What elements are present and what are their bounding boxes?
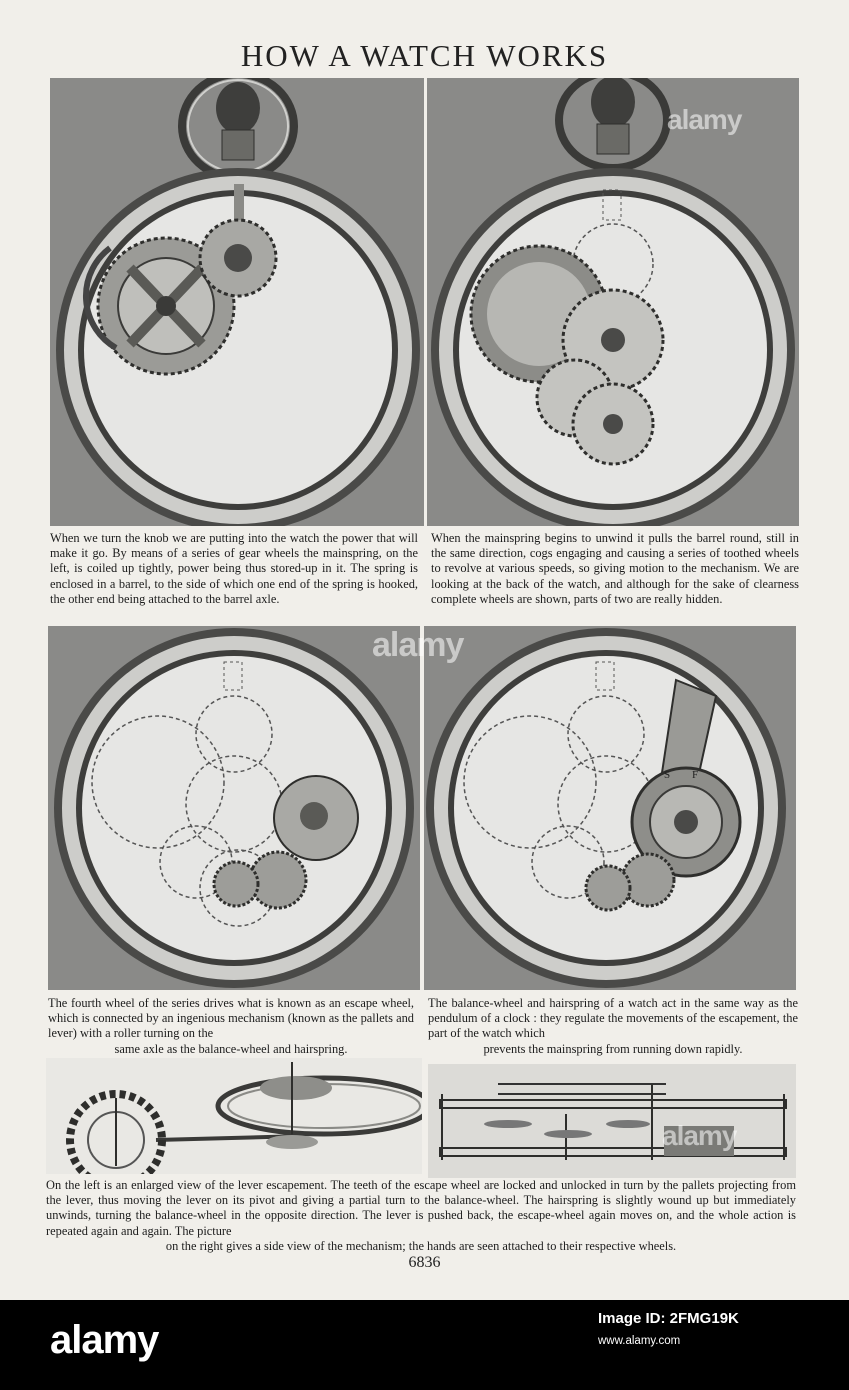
- caption-panel-4-last-line: prevents the mainspring from running down rapidly.: [483, 1041, 743, 1056]
- image-id: Image ID: 2FMG19K: [598, 1310, 739, 1327]
- caption-panel-4-main: The balance-wheel and hairspring of a watch act in the same way as the pendulum of a clock : they regulate the movements of the escapement, the part of the watch which: [428, 996, 798, 1041]
- caption-panel-3-main: The fourth wheel of the series drives what is known as an escape wheel, which is connected by an ingenious mechanism (known as the pallets and lever) with a roller turning on the: [48, 996, 414, 1041]
- watch-back-gears-svg: [427, 78, 799, 526]
- alamy-logo[interactable]: alamy: [50, 1318, 159, 1362]
- watch-front-gears-svg: [50, 78, 424, 526]
- caption-bottom-main: On the left is an enlarged view of the lever escapement. The teeth of the escape wheel are locked and unlocked in turn by the pallets projecting from the lever, thus moving the lever on its pivot and giving a partial turn to the balance-wheel. The hairspring is slightly wound up but immediately unwinds, turning the balance-wheel in the opposite direction. The lever is pushed back, the escape-wheel again moves on, and the whole action is repeated again and again. The picture: [46, 1178, 796, 1238]
- illustration-escape-wheel: [48, 626, 420, 990]
- lever-escapement-svg: [46, 1058, 422, 1174]
- regulator-fast-label: F: [692, 769, 699, 781]
- page-title: HOW A WATCH WORKS: [240, 38, 609, 73]
- illustration-balance-wheel: [424, 626, 796, 990]
- watch-escape-wheel-svg: [48, 626, 420, 990]
- caption-bottom-last-line: on the right gives a side view of the mechanism; the hands are seen attached to their respective wheels.: [165, 1238, 677, 1253]
- illustration-unwinding-mainspring: [427, 78, 799, 526]
- illustration-lever-escapement: [46, 1058, 422, 1174]
- illustration-winding-mainspring: [50, 78, 424, 526]
- watch-balance-wheel-svg: [424, 626, 796, 990]
- caption-panel-3-last-line: same axle as the balance-wheel and hairspring.: [114, 1041, 348, 1056]
- watermark: alamy: [372, 626, 464, 664]
- watermark: alamy: [667, 104, 742, 135]
- caption-panel-2: When the mainspring begins to unwind it pulls the barrel round, still in the same direction, cogs engaging and causing a series of toothed wheels to revolve at various speeds, so giving motion to the mechanism. We are looking at the back of the watch, and although for the sake of clearness complete wheels are shown, parts of two are really hidden.: [431, 531, 799, 606]
- page-number: 6836: [408, 1254, 441, 1271]
- caption-panel-1: When we turn the knob we are putting into the watch the power that will make it go. By means of a series of gear wheels the mainspring, on the left, is coiled up tightly, power being thus stored-up in it. The spring is enclosed in a barrel, to the side of which one end of the spring is hooked, the other end being attached to the barrel axle.: [50, 531, 418, 606]
- illustration-side-view: [428, 1064, 796, 1178]
- caption-panel-4: [428, 996, 798, 1057]
- watermark: alamy: [662, 1120, 737, 1151]
- stock-site-url[interactable]: www.alamy.com: [598, 1335, 681, 1347]
- caption-panel-3: [48, 996, 414, 1057]
- side-view-mechanism-svg: [428, 1064, 796, 1178]
- regulator-slow-label: S: [664, 769, 671, 781]
- caption-bottom: [46, 1178, 796, 1254]
